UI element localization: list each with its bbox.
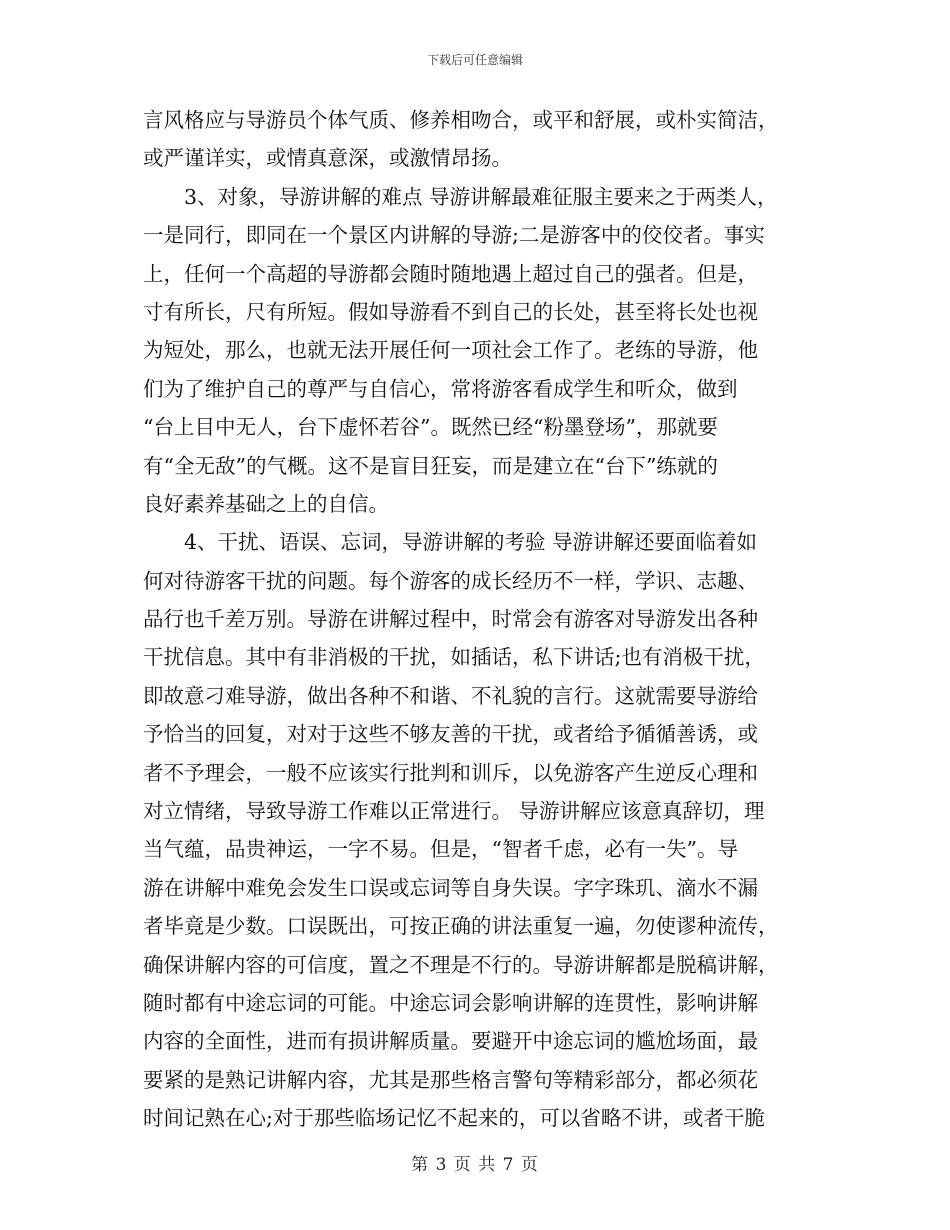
text-line: 或严谨详实，或情真意深，或激情昂扬。: [143, 146, 512, 171]
text-line: “台上目中无人，台下虚怀若谷”。既然已经“粉墨登场”，那就要: [143, 415, 718, 440]
text-line: 即故意刁难导游，做出各种不和谐、不礼貌的言行。这就需要导游给: [143, 683, 758, 708]
text-line: 良好素养基础之上的自信。: [143, 491, 389, 516]
text-line: 游在讲解中难免会发生口误或忘词等自身失误。字字珠玑、滴水不漏: [143, 875, 758, 900]
text-line: 何对待游客干扰的问题。每个游客的成长经历不一样，学识、志趣、: [143, 568, 758, 593]
text-line: 3、对象，导游讲解的难点 导游讲解最难征服主要来之于两类人，: [143, 184, 778, 209]
text-line: 为短处，那么，也就无法开展任何一项社会工作了。老练的导游，他: [143, 338, 758, 363]
text-line: 寸有所长，尺有所短。假如导游看不到自己的长处，甚至将长处也视: [143, 299, 758, 324]
text-line: 当气蕴，品贵神运，一字不易。但是，“智者千虑，必有一失”。导: [143, 837, 738, 862]
text-line: 确保讲解内容的可信度，置之不理是不行的。导游讲解都是脱稿讲解，: [143, 952, 779, 977]
text-line: 上，任何一个高超的导游都会随时随地遇上超过自己的强者。但是，: [143, 261, 758, 286]
text-line: 4、干扰、语误、忘词，导游讲解的考验 导游讲解还要面临着如: [143, 530, 758, 555]
text-line: 要紧的是熟记讲解内容，尤其是那些格言警句等精彩部分，都必须花: [143, 1067, 758, 1092]
page-number: 第 3 页 共 7 页: [411, 1155, 539, 1175]
text-line: 一是同行，即同在一个景区内讲解的导游;二是游客中的佼佼者。事实: [143, 223, 765, 248]
text-line: 们为了维护自己的尊严与自信心，常将游客看成学生和听众，做到: [143, 376, 738, 401]
text-line: 予恰当的回复，对对于这些不够友善的干扰，或者给予循循善诱，或: [143, 722, 758, 747]
text-line: 内容的全面性，进而有损讲解质量。要避开中途忘词的尴尬场面，最: [143, 1029, 758, 1054]
text-line: 时间记熟在心;对于那些临场记忆不起来的，可以省略不讲，或者干脆: [143, 1106, 765, 1131]
document-body: [143, 101, 808, 1138]
text-line: 言风格应与导游员个体气质、修养相吻合，或平和舒展，或朴实简洁，: [143, 108, 779, 132]
text-line: 品行也千差万别。导游在讲解过程中，时常会有游客对导游发出各种: [143, 607, 758, 632]
text-line: 对立情绪，导致导游工作难以正常进行。 导游讲解应该意真辞切，理: [143, 799, 765, 824]
text-line: 者毕竟是少数。口误既出，可按正确的讲法重复一遍，勿使谬种流传，: [143, 914, 779, 939]
text-line: 者不予理会，一般不应该实行批判和训斥，以免游客产生逆反心理和: [143, 760, 758, 785]
text-line: 有“全无敌”的气概。这不是盲目狂妄，而是建立在“台下”练就的: [143, 453, 718, 478]
text-line: 随时都有中途忘词的可能。中途忘词会影响讲解的连贯性，影响讲解: [143, 990, 758, 1015]
page-header: 下载后可任意编辑: [426, 53, 523, 67]
text-line: 干扰信息。其中有非消极的干扰，如插话，私下讲话;也有消极干扰，: [143, 645, 765, 670]
